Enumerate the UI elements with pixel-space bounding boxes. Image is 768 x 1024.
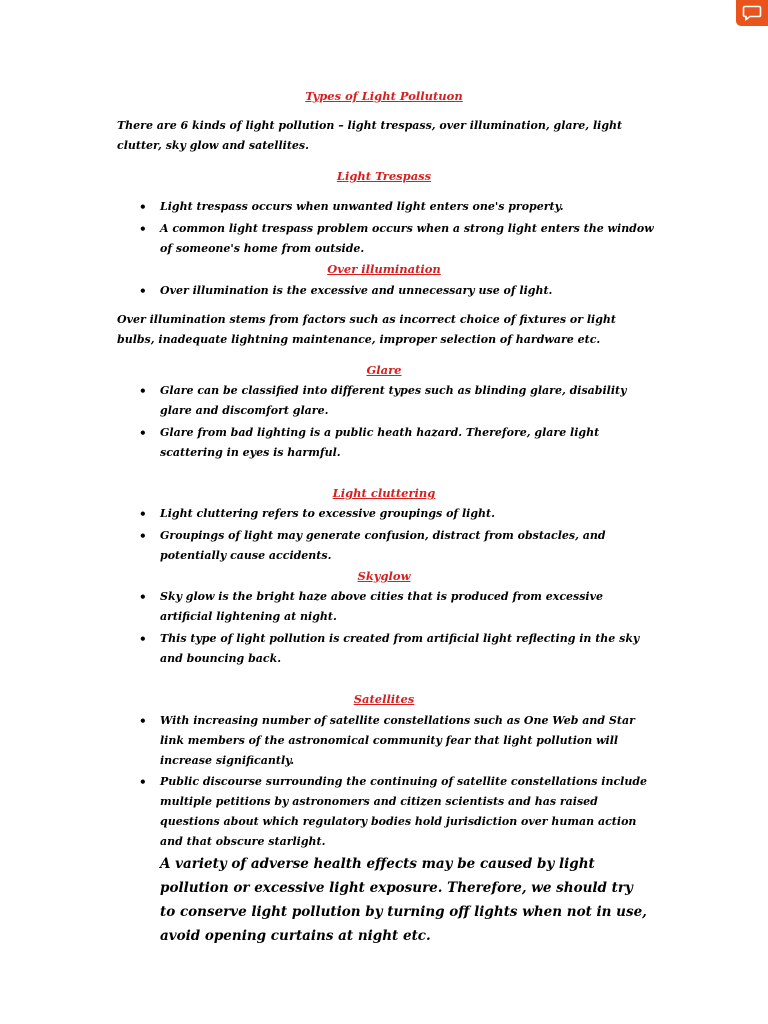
list-item: • This type of light pollution is created from artificial light reflecting in the sky and bouncing back. bbox=[160, 629, 655, 669]
list-item: • Public discourse surrounding the continuing of satellite constellations include multiple petitions by astronomers and citizen scientists and has raised questions about which regulatory bodies hold jurisdiction over human action and that obscure starlight. bbox=[160, 772, 655, 852]
intro-paragraph: There are 6 kinds of light pollution – light trespass, over illumination, glare, light clutter, sky glow and satellites. bbox=[117, 119, 623, 152]
list-item: • Over illumination is the excessive and unnecessary use of light. bbox=[160, 281, 655, 301]
heading-light-trespass: Light Trespass bbox=[336, 169, 432, 183]
heading-glare: Glare bbox=[366, 363, 402, 377]
speech-bubble-icon bbox=[742, 5, 762, 21]
list-item: • Sky glow is the bright haze above cities that is produced from excessive artificial lightening at night. bbox=[160, 587, 655, 627]
list-item: • Glare from bad lighting is a public heath hazard. Therefore, glare light scattering in eyes is harmful. bbox=[160, 423, 655, 463]
heading-skyglow: Skyglow bbox=[357, 569, 411, 583]
list-item: • Groupings of light may generate confusion, distract from obstacles, and potentially cause accidents. bbox=[160, 526, 655, 566]
list-item: • Glare can be classified into different types such as blinding glare, disability glare and discomfort glare. bbox=[160, 381, 655, 421]
heading-light-cluttering: Light cluttering bbox=[332, 486, 436, 500]
list-item: • With increasing number of satellite constellations such as One Web and Star link members of the astronomical community fear that light pollution will increase significantly. bbox=[160, 711, 655, 771]
heading-satellites: Satellites bbox=[353, 692, 415, 706]
chat-button[interactable] bbox=[736, 0, 768, 26]
list-item: • Light trespass occurs when unwanted light enters one's property. bbox=[160, 197, 655, 217]
over-illumination-paragraph: Over illumination stems from factors such as incorrect choice of fixtures or light bulbs, inadequate lightning maintenance, improper selection of hardware etc. bbox=[117, 313, 617, 346]
conclusion-paragraph: A variety of adverse health effects may be caused by light pollution or excessive light exposure. Therefore, we should try to conserve light pollution by turning off lights when not in use, avoid opening curtains at night etc. bbox=[160, 856, 647, 944]
document-title: Types of Light Pollutuon bbox=[305, 89, 463, 103]
heading-over-illumination: Over illumination bbox=[327, 262, 441, 276]
list-item: • A common light trespass problem occurs when a strong light enters the window of someone's home from outside. bbox=[160, 219, 655, 259]
list-item: • Light cluttering refers to excessive groupings of light. bbox=[160, 504, 655, 524]
